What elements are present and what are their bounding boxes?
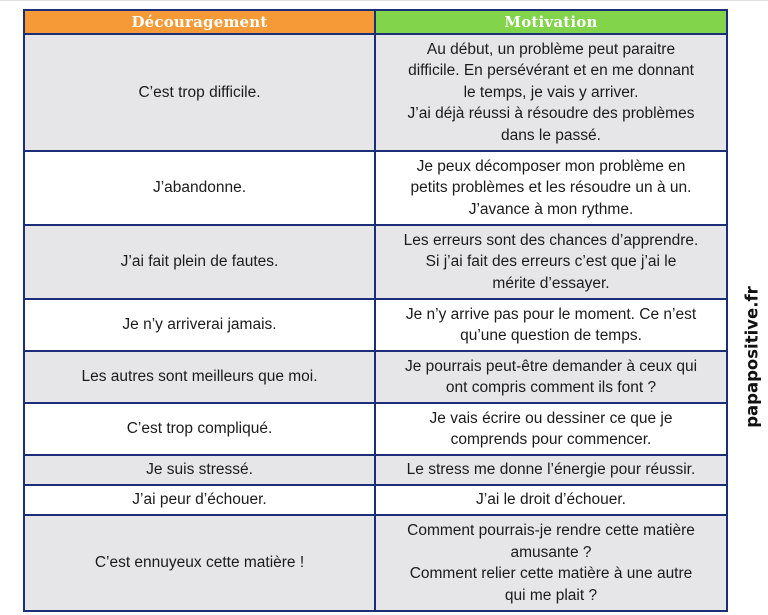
motivation-line: dans le passé. <box>501 126 601 144</box>
motivation-table <box>23 9 728 612</box>
motivation-cell <box>375 151 727 225</box>
table-row <box>24 455 727 485</box>
table-row <box>24 485 727 515</box>
motivation-cell <box>375 225 727 299</box>
table-row <box>24 34 727 151</box>
motivation-line: Comment pourrais-je rendre cette matière <box>407 522 695 539</box>
header-discouragement: Découragement <box>24 10 375 34</box>
motivation-cell <box>375 403 727 455</box>
motivation-cell <box>375 515 727 611</box>
discouragement-cell: Je n’y arriverai jamais. <box>24 299 375 351</box>
discouragement-cell: C’est trop difficile. <box>24 34 375 151</box>
motivation-cell <box>375 351 727 403</box>
motivation-line: Comment relier cette matière à une autre <box>409 565 693 582</box>
motivation-cell <box>375 485 727 515</box>
table-row <box>24 225 727 299</box>
top-divider <box>0 0 768 1</box>
motivation-line: Je vais écrire ou dessiner ce que je <box>429 409 673 427</box>
table-row <box>24 515 727 611</box>
motivation-line: J’avance à mon rythme. <box>468 200 634 218</box>
brand-watermark <box>738 287 766 427</box>
discouragement-cell: J’ai peur d’échouer. <box>24 485 375 515</box>
motivation-line: amusante ? <box>510 543 592 561</box>
table-row <box>24 403 727 455</box>
discouragement-cell: Les autres sont meilleurs que moi. <box>24 351 375 403</box>
motivation-line: Je n’y arrive pas pour le moment. Ce n’est <box>405 305 697 323</box>
motivation-line: J’ai le droit d’échouer. <box>476 491 626 509</box>
header-motivation: Motivation <box>375 10 727 34</box>
table-row <box>24 351 727 403</box>
motivation-line: Au début, un problème peut paraitre <box>426 40 676 58</box>
discouragement-cell: C’est ennuyeux cette matière ! <box>24 515 375 611</box>
discouragement-cell: Je suis stressé. <box>24 455 375 485</box>
brand-text: papapositive.fr <box>742 286 762 428</box>
discouragement-cell: J’ai fait plein de fautes. <box>24 225 375 299</box>
motivation-line: Le stress me donne l’énergie pour réussir. <box>406 461 696 479</box>
motivation-line: comprends pour commencer. <box>450 431 652 448</box>
motivation-cell <box>375 299 727 351</box>
motivation-line: le temps, je vais y arriver. <box>463 83 639 101</box>
motivation-cell <box>375 34 727 151</box>
motivation-line: ont compris comment ils font ? <box>445 379 657 396</box>
motivation-line: Si j’ai fait des erreurs c’est que j’ai le <box>425 253 677 271</box>
motivation-line: J’ai déjà réussi à résoudre des problèmes <box>407 105 695 123</box>
header-row <box>24 10 727 34</box>
motivation-line: petits problèmes et les résoudre un à un. <box>410 179 692 197</box>
table-row <box>24 299 727 351</box>
discouragement-cell: J’abandonne. <box>24 151 375 225</box>
motivation-line: Les erreurs sont des chances d’apprendre. <box>403 231 699 249</box>
motivation-cell <box>375 455 727 485</box>
motivation-line: qu’une question de temps. <box>460 327 642 344</box>
motivation-line: qui me plait ? <box>504 586 598 604</box>
motivation-line: Je pourrais peut-être demander à ceux qui <box>404 357 698 375</box>
motivation-line: difficile. En persévérant et en me donnant <box>408 62 694 80</box>
motivation-line: Je peux décomposer mon problème en <box>416 157 686 175</box>
motivation-line: mérite d’essayer. <box>492 274 610 292</box>
discouragement-cell: C’est trop compliqué. <box>24 403 375 455</box>
table-row <box>24 151 727 225</box>
